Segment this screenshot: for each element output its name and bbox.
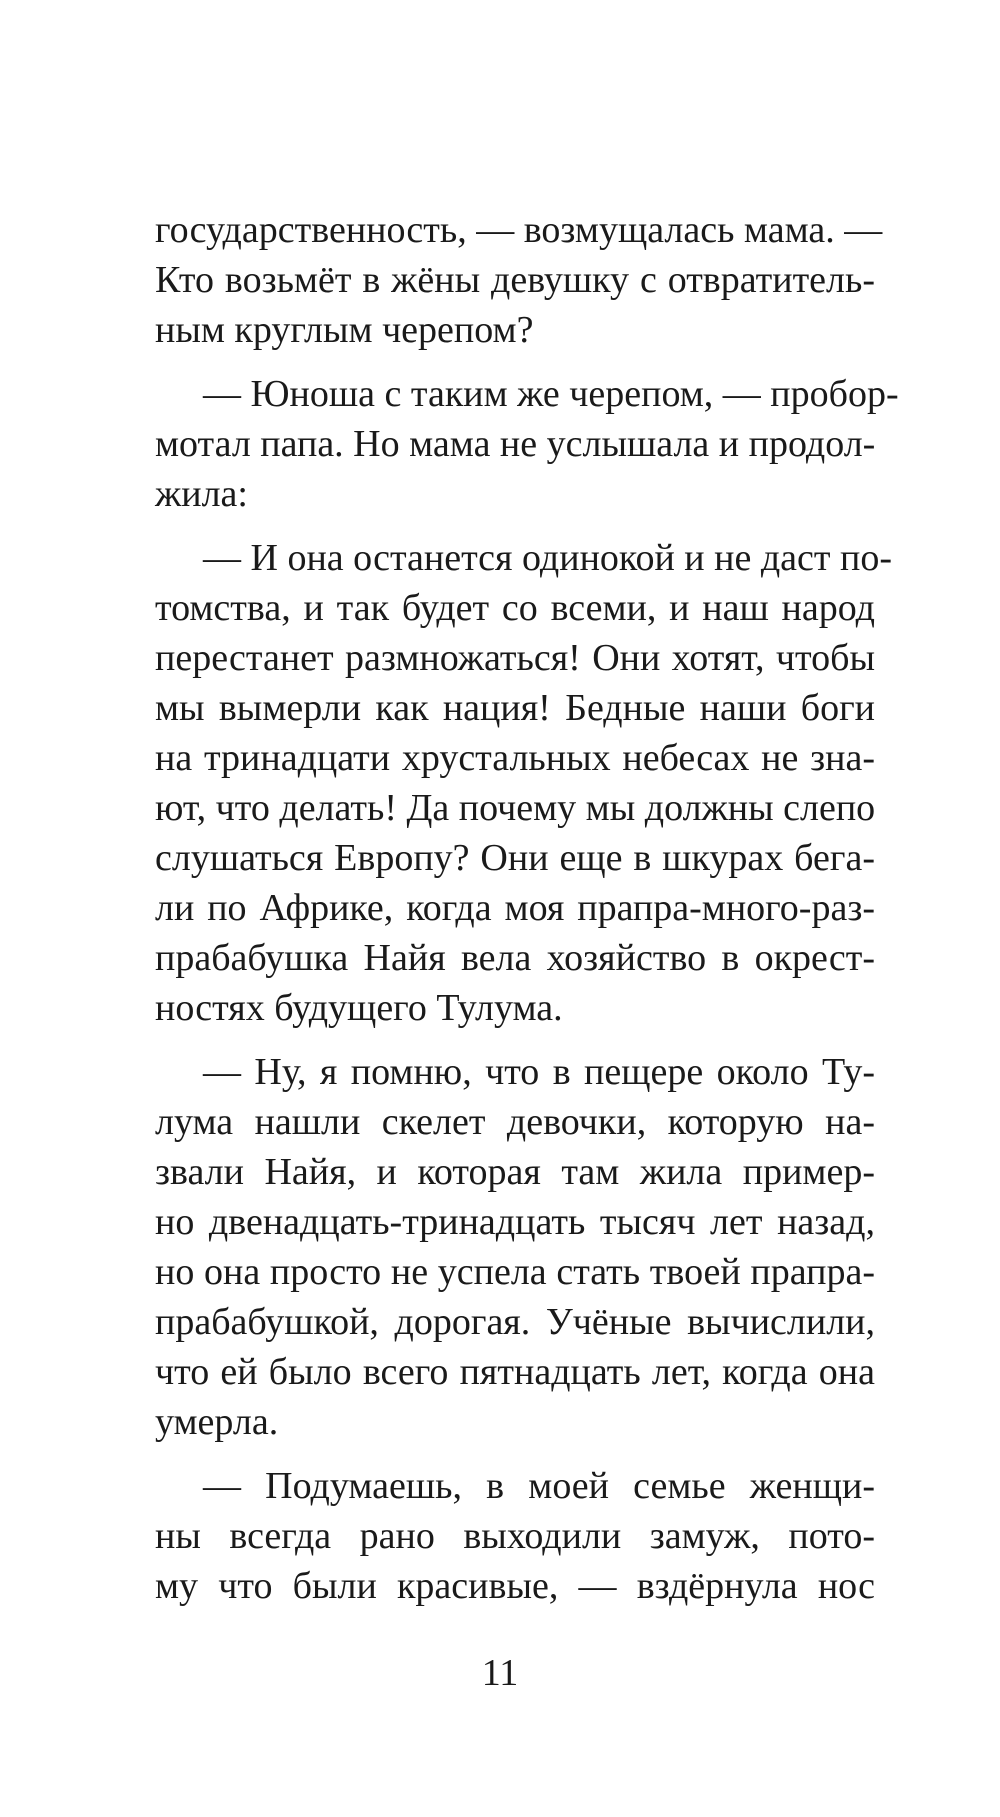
text-line: Кто возьмёт в жёны девушку с отвратитель- bbox=[155, 259, 875, 301]
page-number: 11 bbox=[481, 1652, 519, 1694]
text-line: томства, и так будет со всеми, и наш народ bbox=[155, 587, 875, 629]
text-line: ностях будущего Тулума. bbox=[155, 987, 563, 1029]
text-line: но она просто не успела стать твоей прапра- bbox=[155, 1251, 875, 1293]
text-line: — Ну, я помню, что в пещере около Ту- bbox=[203, 1051, 875, 1093]
text-line: лума нашли скелет девочки, которую на- bbox=[155, 1101, 875, 1143]
text-line: умерла. bbox=[155, 1401, 279, 1443]
text-line: прабабушкой, дорогая. Учёные вычислили, bbox=[155, 1301, 875, 1343]
text-line: но двенадцать-тринадцать тысяч лет назад, bbox=[155, 1201, 875, 1243]
text-line: ют, что делать! Да почему мы должны слепо bbox=[155, 787, 876, 829]
text-line: государственность, — возмущалась мама. — bbox=[155, 209, 883, 251]
paragraph-5 bbox=[155, 1461, 875, 1611]
text-line: прабабушка Найя вела хозяйство в окрест- bbox=[155, 937, 875, 979]
body-text bbox=[155, 205, 899, 1625]
text-line: мотал папа. Но мама не услышала и продол- bbox=[155, 423, 876, 465]
text-line: ли по Африке, когда моя прапра-много-раз- bbox=[155, 887, 875, 929]
paragraph-3 bbox=[155, 533, 892, 1033]
text-line: что ей было всего пятнадцать лет, когда она bbox=[155, 1351, 875, 1393]
text-line: слушаться Европу? Они еще в шкурах бега- bbox=[155, 837, 875, 879]
text-line: — Подумаешь, в моей семье женщи- bbox=[203, 1465, 875, 1507]
text-line: мы вымерли как нация! Бедные наши боги bbox=[155, 687, 875, 729]
text-line: ны всегда рано выходили замуж, пото- bbox=[155, 1515, 875, 1557]
text-line: звали Найя, и которая там жила пример- bbox=[155, 1151, 875, 1193]
text-line: жила: bbox=[155, 473, 248, 515]
text-line: перестанет размножаться! Они хотят, чтобы bbox=[155, 637, 875, 679]
text-line: ным круглым черепом? bbox=[155, 309, 534, 351]
text-line: му что были красивые, — вздёрнула нос bbox=[155, 1565, 875, 1607]
paragraph-4 bbox=[155, 1047, 875, 1447]
paragraph-2 bbox=[155, 369, 899, 519]
paragraph-1 bbox=[155, 205, 883, 355]
text-line: — И она останется одинокой и не даст по- bbox=[203, 537, 892, 579]
text-line: на тринадцати хрустальных небесах не зна- bbox=[155, 737, 875, 779]
text-line: — Юноша с таким же черепом, — пробор- bbox=[203, 373, 899, 415]
